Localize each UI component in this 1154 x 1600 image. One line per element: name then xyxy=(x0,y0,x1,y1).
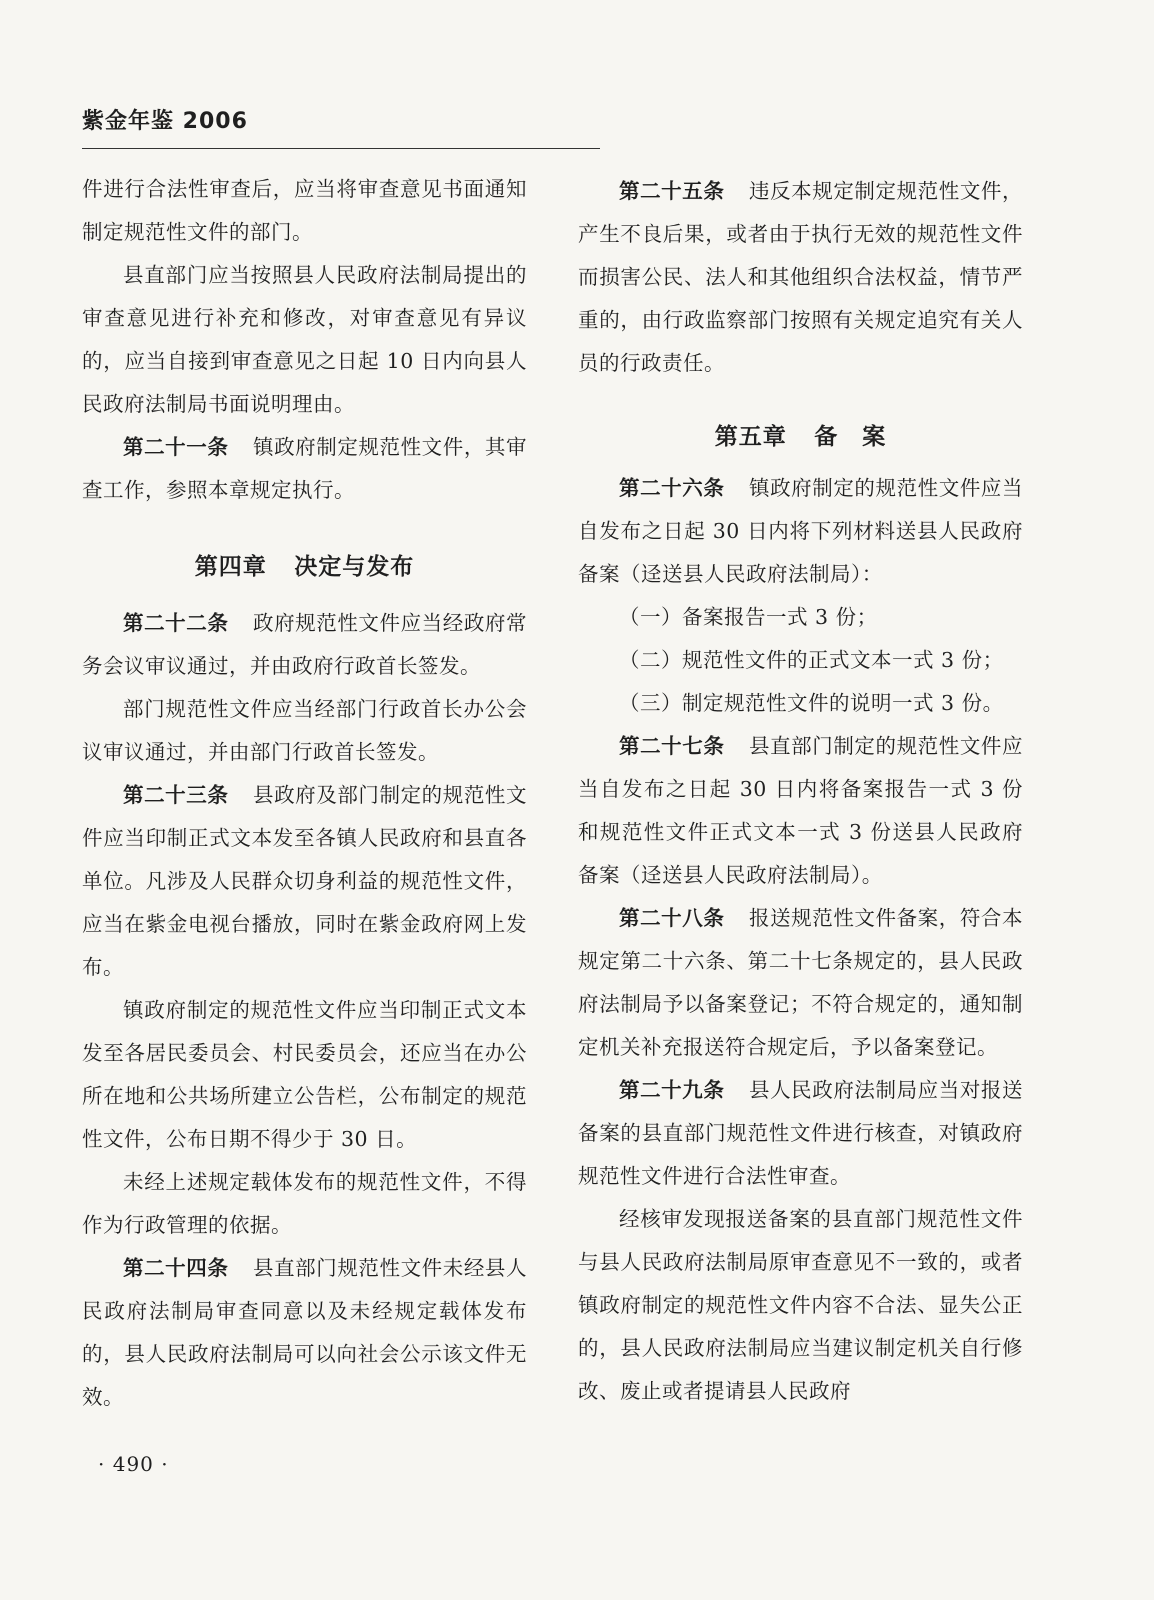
article-26-label: 第二十六条 xyxy=(619,476,725,500)
article-29-label: 第二十九条 xyxy=(619,1078,725,1102)
list-item-3: （三）制定规范性文件的说明一式 3 份。 xyxy=(619,691,1004,715)
article-24-label: 第二十四条 xyxy=(123,1256,229,1280)
paragraph-dept-signing: 部门规范性文件应当经部门行政首长办公会议审议通过，并由部门行政首长签发。 xyxy=(82,697,527,764)
article-21-text: 镇政府制定规范性文件，其审查工作，参照本章规定执行。 xyxy=(82,435,528,502)
article-25-label: 第二十五条 xyxy=(619,179,725,203)
chapter-4-title: 决定与发布 xyxy=(294,554,415,580)
chapter-5-title: 备 案 xyxy=(814,424,887,450)
paragraph-unpublished: 未经上述规定载体发布的规范性文件，不得作为行政管理的依据。 xyxy=(82,1170,527,1237)
article-23 xyxy=(82,774,527,989)
article-22-text: 政府规范性文件应当经政府常务会议审议通过，并由政府行政首长签发。 xyxy=(82,611,528,678)
header-divider xyxy=(82,148,600,149)
running-header: 紫金年鉴 2006 xyxy=(82,109,248,134)
article-22-label: 第二十二条 xyxy=(123,611,229,635)
right-column xyxy=(578,170,1023,1413)
article-29 xyxy=(578,1069,1023,1198)
article-27 xyxy=(578,725,1023,897)
left-column xyxy=(82,168,527,1419)
article-23-label: 第二十三条 xyxy=(123,783,229,807)
article-21 xyxy=(82,426,527,512)
article-25 xyxy=(578,170,1023,385)
article-26 xyxy=(578,467,1023,596)
article-25-text: 违反本规定制定规范性文件，产生不良后果，或者由于执行无效的规范性文件而损害公民、法人和其他组织合法权益，情节严重的，由行政监察部门按照有关规定追究有关人员的行政责任。 xyxy=(578,179,1024,375)
article-23-text: 县政府及部门制定的规范性文件应当印制正式文本发至各镇人民政府和县直各单位。凡涉及人民群众切身利益的规范性文件，应当在紫金电视台播放，同时在紫金政府网上发布。 xyxy=(82,783,528,979)
paragraph-review-findings: 经核审发现报送备案的县直部门规范性文件与县人民政府法制局原审查意见不一致的，或者镇政府制定的规范性文件内容不合法、显失公正的，县人民政府法制局应当建议制定机关自行修改、废止或者提请县人民政府 xyxy=(578,1207,1023,1403)
chapter-4-heading xyxy=(82,532,527,602)
paragraph-dept-revision: 县直部门应当按照县人民政府法制局提出的审查意见进行补充和修改，对审查意见有异议的，应当自接到审查意见之日起 10 日内向县人民政府法制局书面说明理由。 xyxy=(82,263,527,416)
article-29-text: 县人民政府法制局应当对报送备案的县直部门规范性文件进行核查，对镇政府规范性文件进行合法性审查。 xyxy=(578,1078,1024,1188)
list-item-1: （一）备案报告一式 3 份； xyxy=(619,605,878,629)
article-26-text: 镇政府制定的规范性文件应当自发布之日起 30 日内将下列材料送县人民政府备案（迳送县人民政府法制局）： xyxy=(578,476,1024,586)
chapter-4-number: 第四章 xyxy=(194,554,267,580)
paragraph-continuation: 件进行合法性审查后，应当将审查意见书面通知制定规范性文件的部门。 xyxy=(82,177,527,244)
chapter-5-number: 第五章 xyxy=(714,424,787,450)
chapter-5-heading xyxy=(578,407,1023,467)
article-27-text: 县直部门制定的规范性文件应当自发布之日起 30 日内将备案报告一式 3 份和规范性文件正式文本一式 3 份送县人民政府备案（迳送县人民政府法制局）。 xyxy=(578,734,1024,887)
article-24 xyxy=(82,1247,527,1419)
article-24-text: 县直部门规范性文件未经县人民政府法制局审查同意以及未经规定载体发布的，县人民政府法制局可以向社会公示该文件无效。 xyxy=(82,1256,528,1409)
article-27-label: 第二十七条 xyxy=(619,734,725,758)
page-number: · 490 · xyxy=(98,1452,169,1476)
article-28-text: 报送规范性文件备案，符合本规定第二十六条、第二十七条规定的，县人民政府法制局予以备案登记；不符合规定的，通知制定机关补充报送符合规定后，予以备案登记。 xyxy=(578,906,1024,1059)
article-28 xyxy=(578,897,1023,1069)
article-22 xyxy=(82,602,527,688)
paragraph-town-publish: 镇政府制定的规范性文件应当印制正式文本发至各居民委员会、村民委员会，还应当在办公所在地和公共场所建立公告栏，公布制定的规范性文件，公布日期不得少于 30 日。 xyxy=(82,998,527,1151)
article-28-label: 第二十八条 xyxy=(619,906,725,930)
list-item-2: （二）规范性文件的正式文本一式 3 份； xyxy=(619,648,1004,672)
article-21-label: 第二十一条 xyxy=(123,435,229,459)
